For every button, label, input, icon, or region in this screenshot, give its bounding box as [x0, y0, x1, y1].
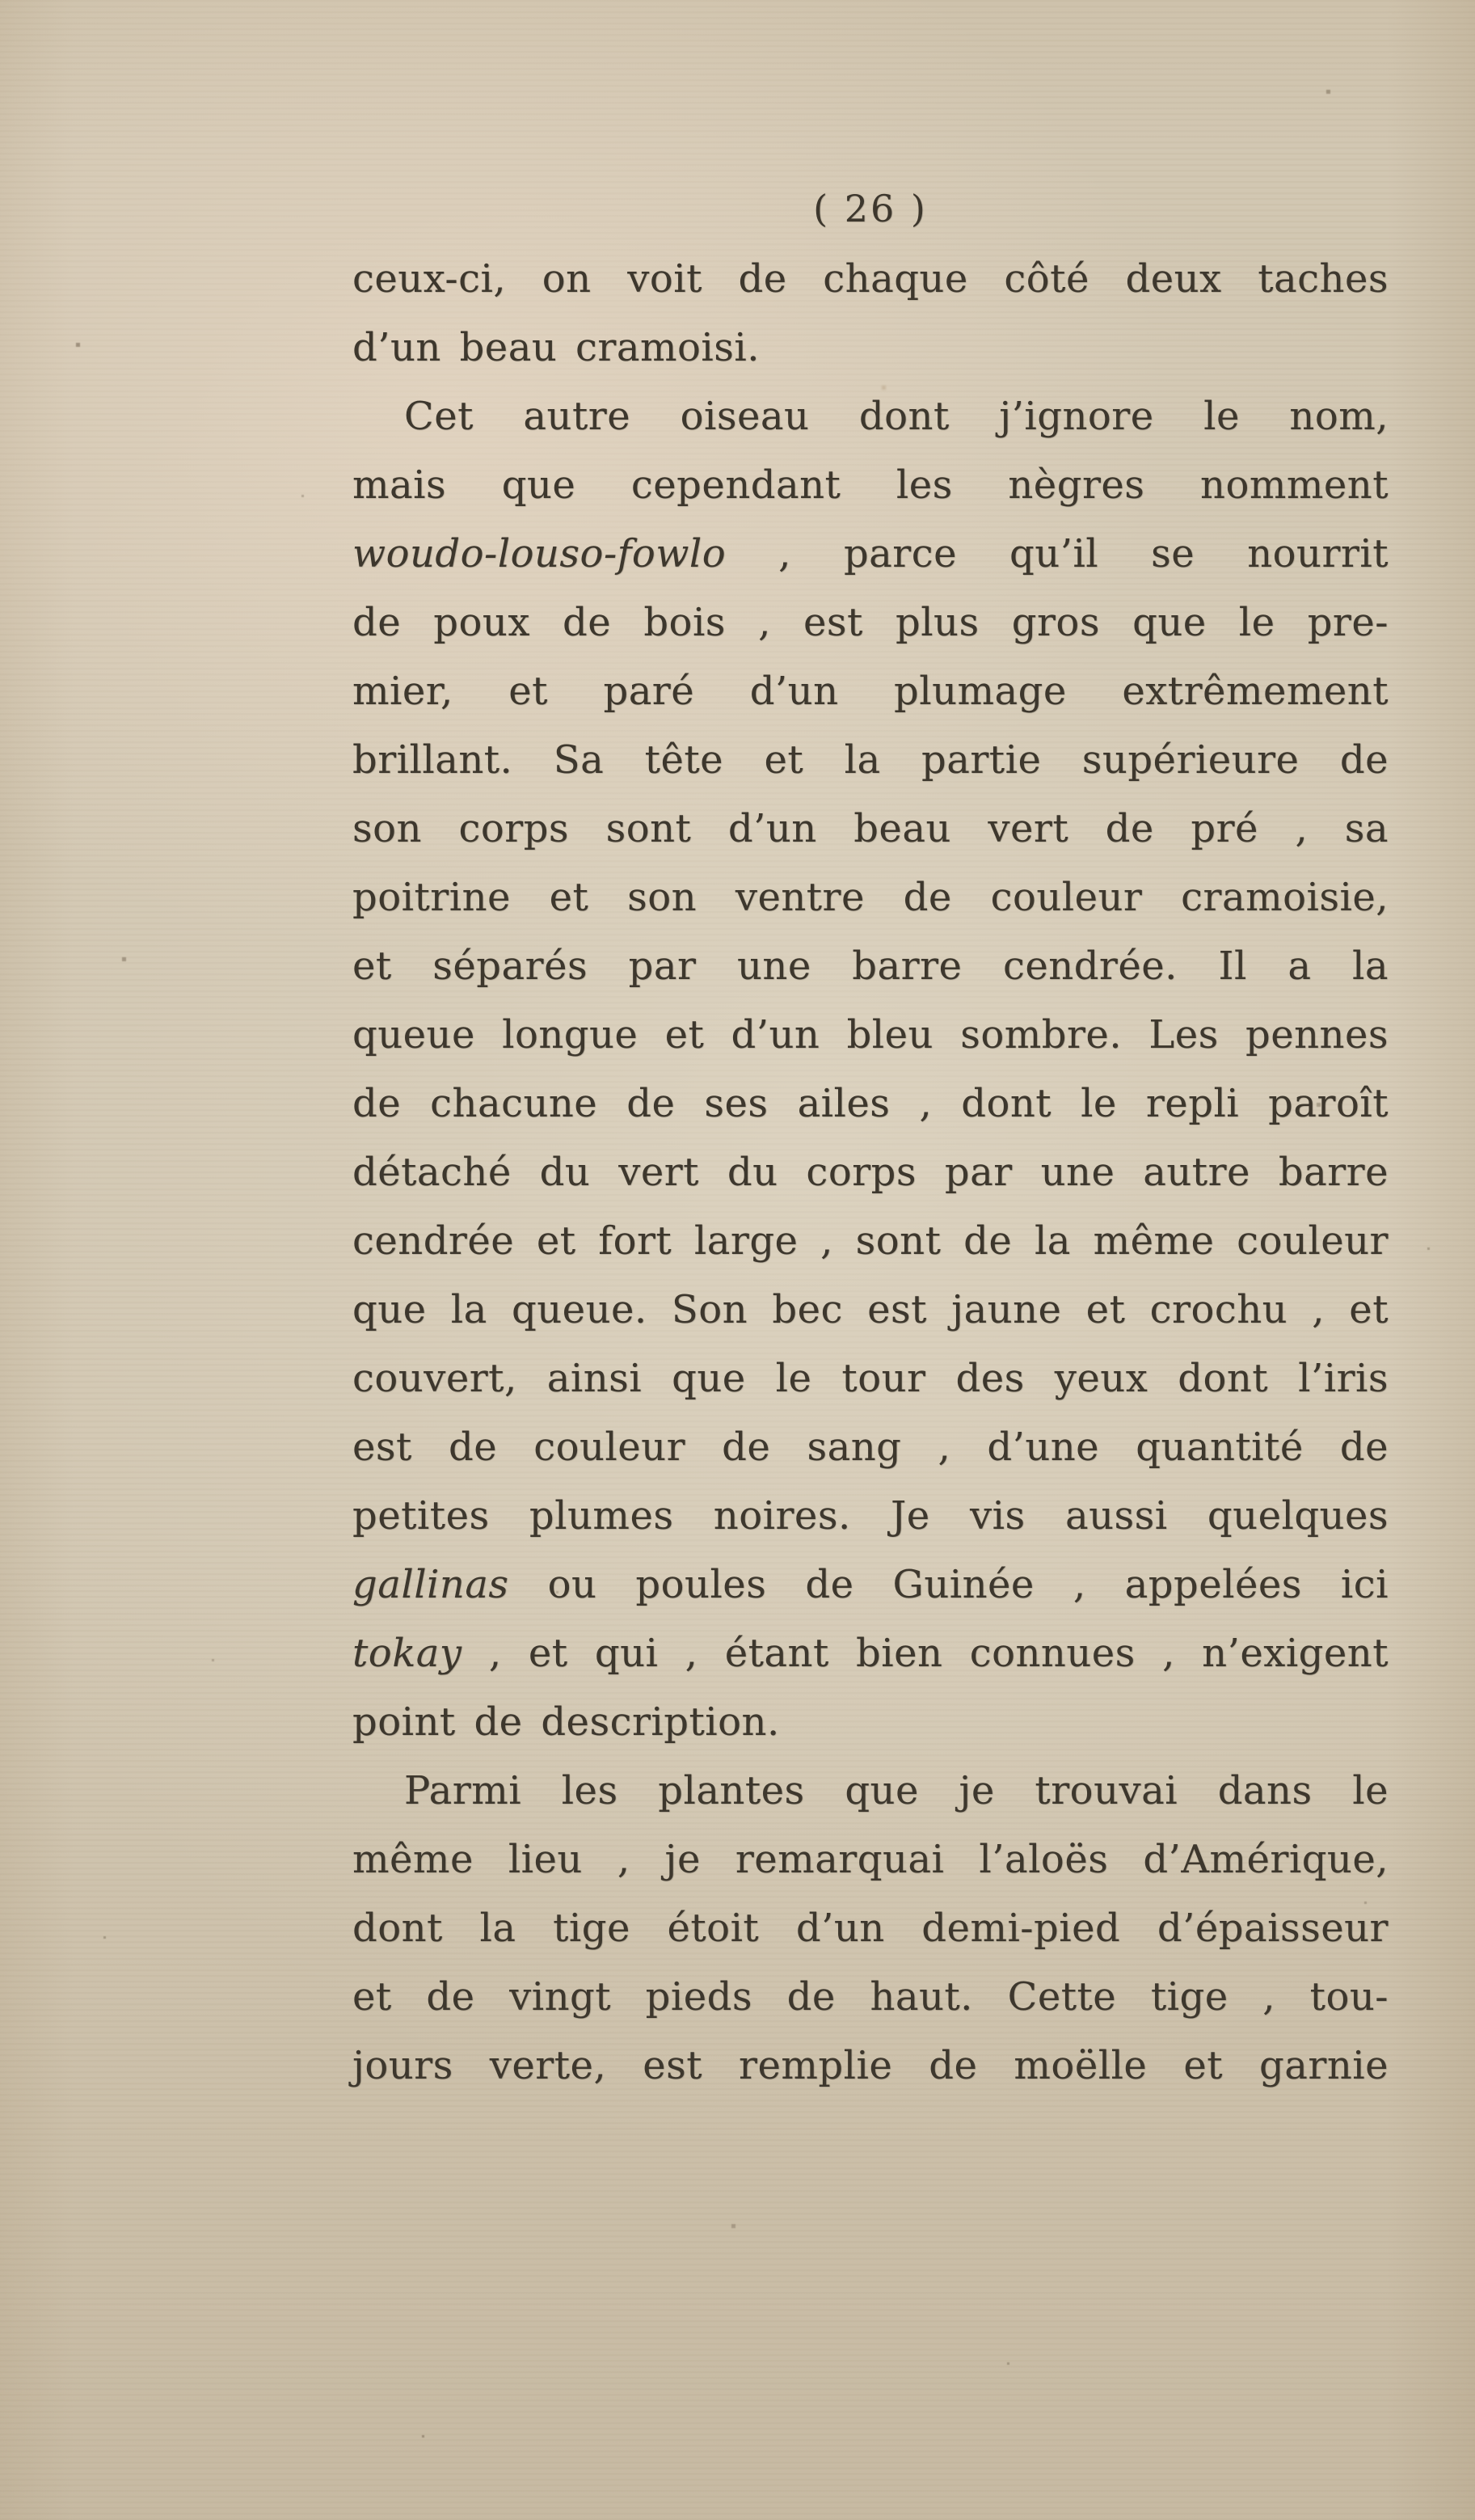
text-segment: couvert, ainsi que le tour des yeux dont l’iris: [352, 1356, 1389, 1401]
text-line: [352, 1138, 1389, 1207]
text-segment: petites plumes noires. Je vis aussi quelques: [352, 1493, 1389, 1539]
text-line: [352, 932, 1389, 1001]
text-line: [352, 520, 1389, 589]
text-segment: d’un beau cramoisi.: [352, 325, 760, 370]
text-segment: dont la tige étoit d’un demi-pied d’épaisseur: [352, 1906, 1389, 1951]
text-line: [352, 863, 1389, 932]
italic-term: gallinas: [352, 1562, 509, 1607]
text-segment: point de description.: [352, 1699, 780, 1745]
text-line: [352, 1963, 1389, 2032]
text-segment: Cet autre oiseau dont j’ignore le nom,: [404, 394, 1389, 439]
text-line: [352, 1001, 1389, 1070]
text-segment: de poux de bois , est plus gros que le pre-: [352, 600, 1389, 645]
text-line: [352, 1276, 1389, 1344]
text-segment: et séparés par une barre cendrée. Il a la: [352, 943, 1389, 989]
text-segment: , parce qu’il se nourrit: [726, 531, 1389, 576]
text-segment: cendrée et fort large , sont de la même couleur: [352, 1218, 1389, 1264]
text-line: [352, 314, 1389, 382]
text-line: [352, 726, 1389, 795]
text-line: [352, 1619, 1389, 1688]
text-segment: que la queue. Son bec est jaune et crochu , et: [352, 1287, 1389, 1332]
text-segment: ceux-ci, on voit de chaque côté deux taches: [352, 256, 1389, 302]
text-line: [352, 1894, 1389, 1963]
text-line: [352, 1551, 1389, 1619]
text-segment: , et qui , étant bien connues , n’exigent: [461, 1631, 1389, 1676]
text-line: [352, 1826, 1389, 1894]
text-segment: mais que cependant les nègres nomment: [352, 462, 1389, 508]
text-segment: brillant. Sa tête et la partie supérieure de: [352, 737, 1389, 783]
text-line: [352, 1344, 1389, 1413]
text-line: [352, 657, 1389, 726]
text-block: [352, 245, 1389, 2100]
text-line: [352, 589, 1389, 657]
text-segment: de chacune de ses ailes , dont le repli paroît: [352, 1081, 1389, 1126]
italic-term: tokay: [352, 1631, 462, 1676]
text-segment: même lieu , je remarquai l’aloës d’Amérique,: [352, 1837, 1389, 1882]
paper-specks: [0, 0, 2, 2]
text-segment: jours verte, est remplie de moëlle et garnie: [352, 2043, 1389, 2088]
text-segment: Parmi les plantes que je trouvai dans le: [404, 1768, 1389, 1813]
text-segment: son corps sont d’un beau vert de pré , sa: [352, 806, 1389, 851]
text-line: [352, 1070, 1389, 1138]
text-segment: ou poules de Guinée , appelées ici: [508, 1562, 1389, 1607]
italic-term: woudo-louso-fowlo: [352, 531, 727, 576]
text-line: [352, 1207, 1389, 1276]
text-segment: et de vingt pieds de haut. Cette tige , tou-: [352, 1974, 1389, 2020]
text-segment: est de couleur de sang , d’une quantité de: [352, 1425, 1389, 1470]
text-line: [352, 1688, 1389, 1757]
text-segment: détaché du vert du corps par une autre barre: [352, 1150, 1389, 1195]
text-line: [352, 1757, 1389, 1826]
page-number-header: ( 26 ): [813, 187, 928, 230]
text-line: [352, 795, 1389, 863]
text-segment: mier, et paré d’un plumage extrêmement: [352, 669, 1389, 714]
text-line: [352, 1482, 1389, 1551]
text-segment: queue longue et d’un bleu sombre. Les pennes: [352, 1012, 1389, 1057]
text-line: [352, 1413, 1389, 1482]
text-line: [352, 382, 1389, 451]
text-segment: poitrine et son ventre de couleur cramoisie,: [352, 875, 1389, 920]
text-line: [352, 451, 1389, 520]
text-line: [352, 2032, 1389, 2100]
text-line: [352, 245, 1389, 314]
